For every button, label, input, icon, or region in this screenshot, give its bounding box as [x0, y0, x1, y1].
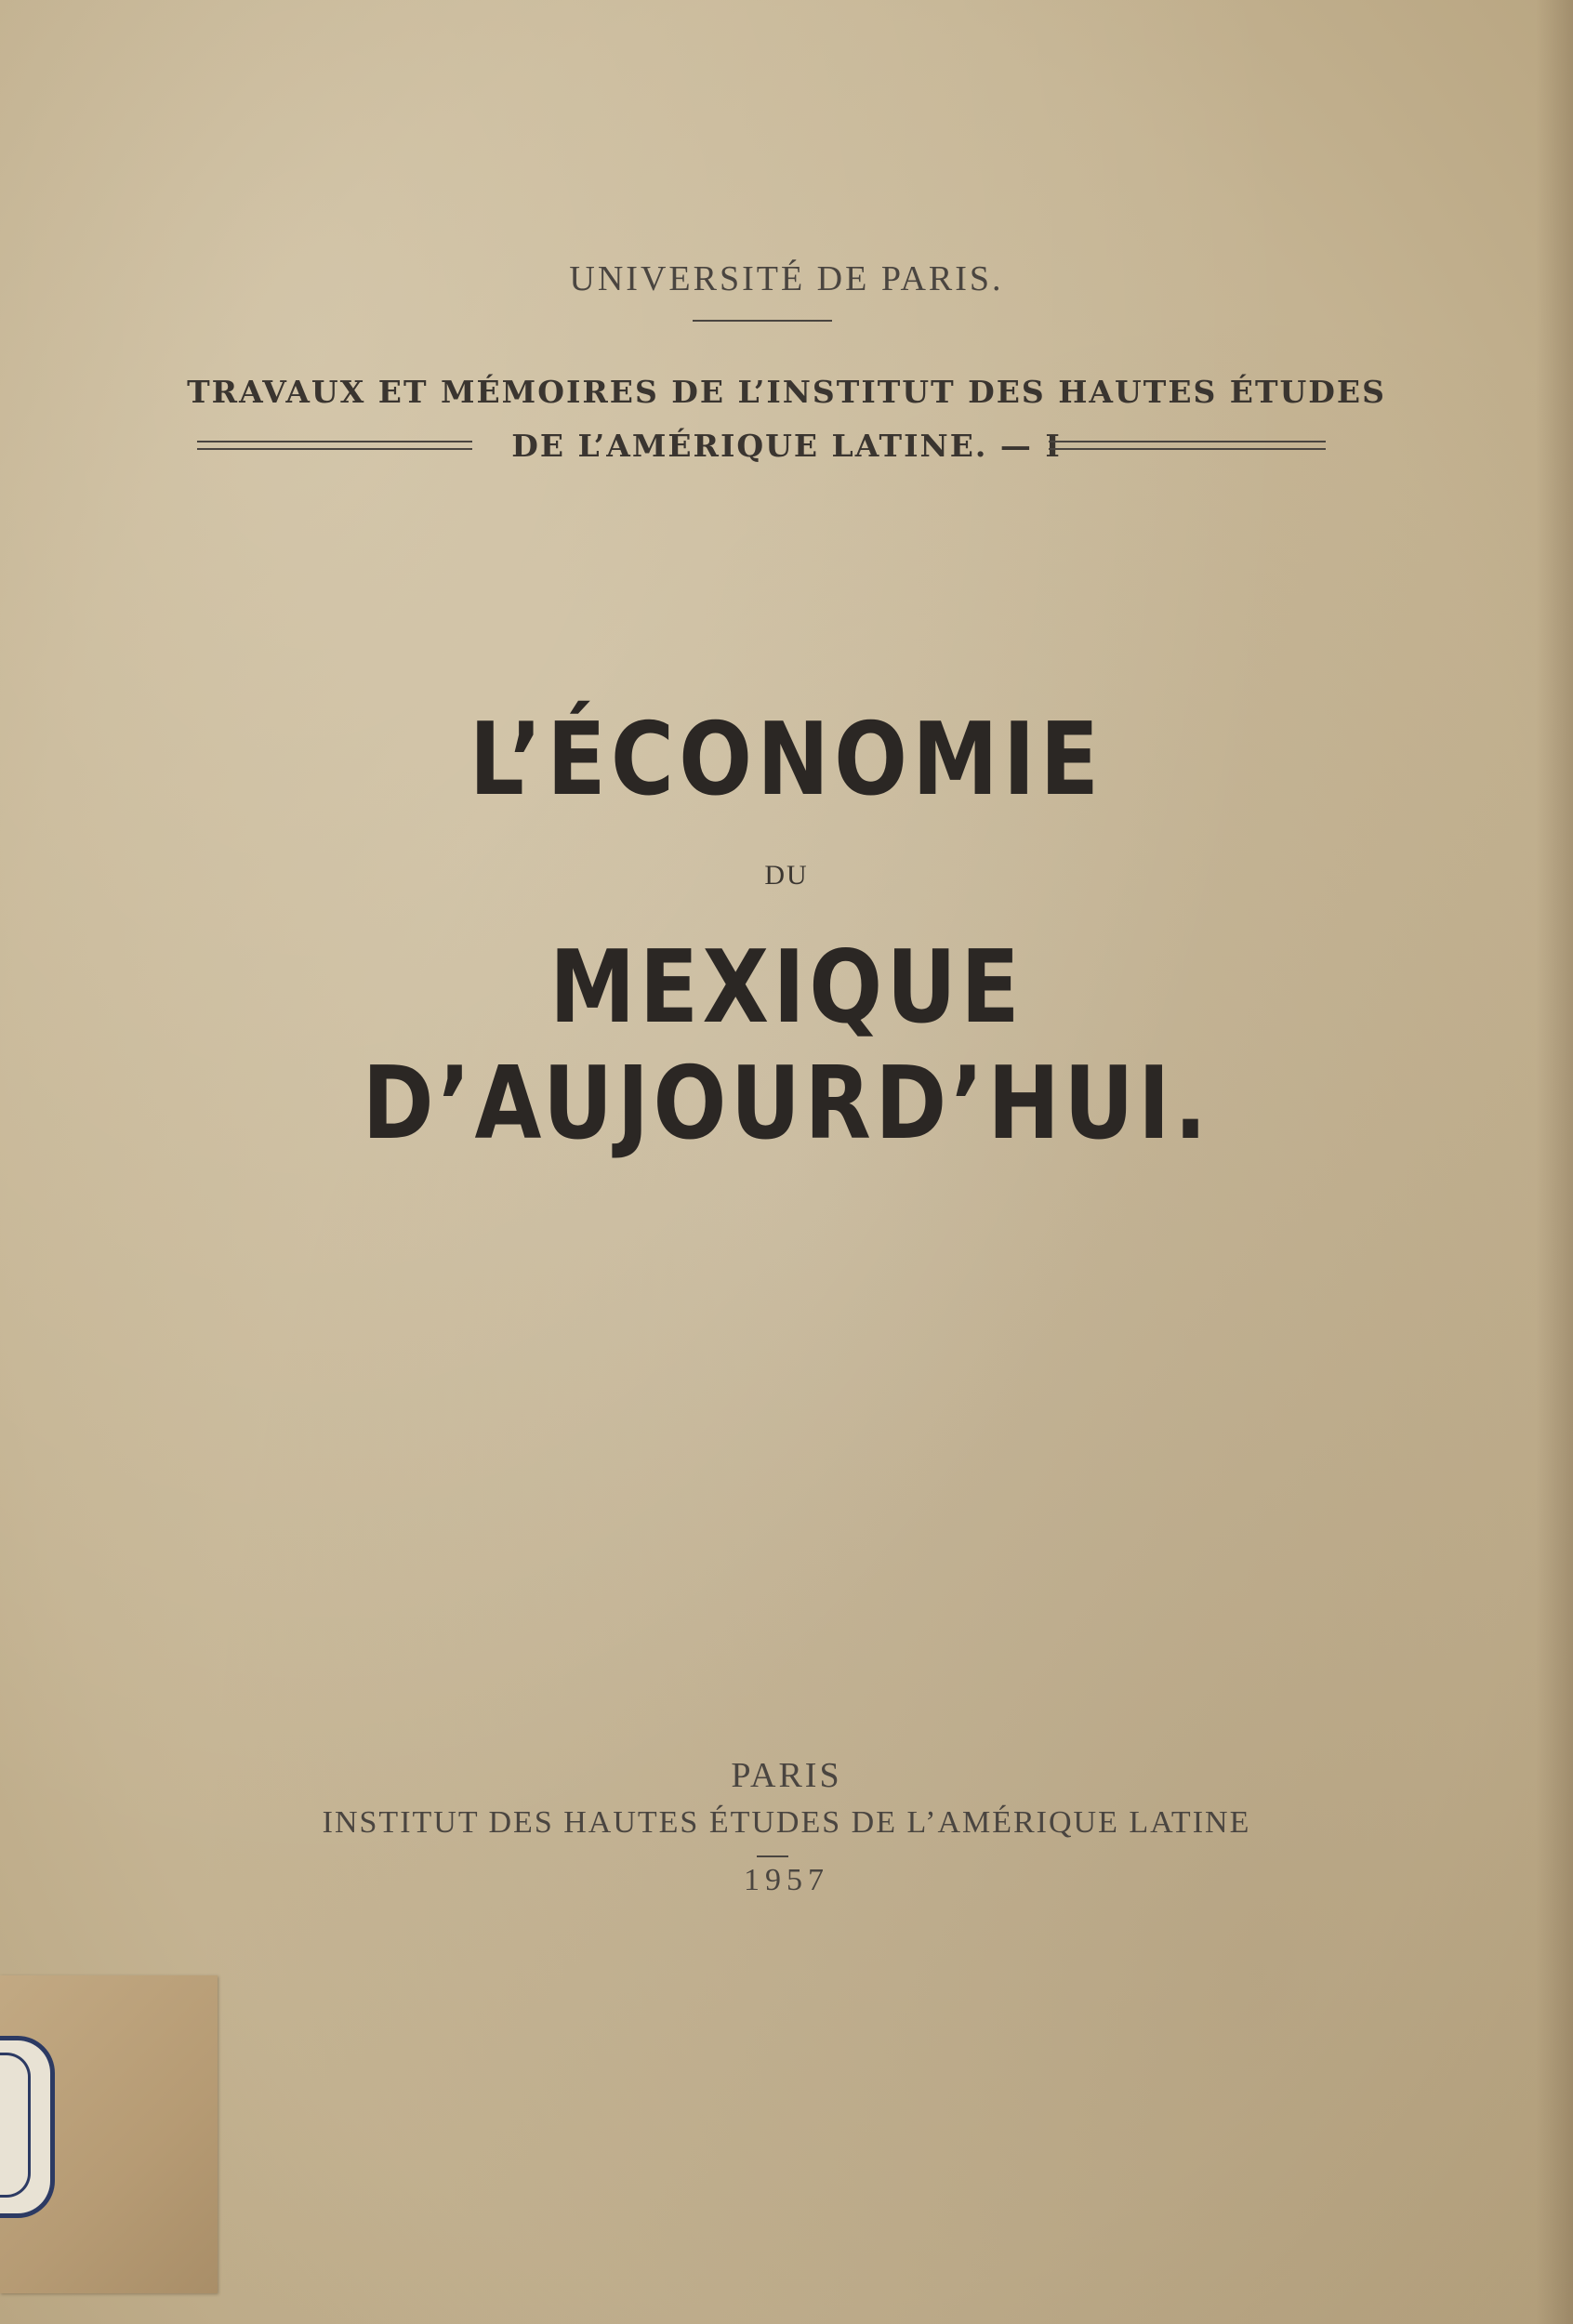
page-edge-shadow: [1536, 0, 1573, 2324]
publication-year: 1957: [744, 1863, 829, 1897]
university-name: UNIVERSITÉ DE PARIS.: [569, 259, 1004, 298]
publication-place: PARIS: [731, 1756, 842, 1795]
double-rule-right: [1049, 441, 1326, 450]
publisher-name: INSTITUT DES HAUTES ÉTUDES DE L’AMÉRIQUE LATINE: [322, 1805, 1251, 1840]
divider-tiny: [757, 1855, 788, 1857]
library-stamp-inner-icon: [0, 2053, 31, 2198]
book-title-line2: MEXIQUE D’AUJOURD’HUI.: [362, 930, 1211, 1162]
series-title-line2: DE L’AMÉRIQUE LATINE. — I: [511, 428, 1062, 464]
book-title-connector: DU: [764, 860, 809, 891]
divider-short: [693, 320, 832, 322]
series-title-line1: TRAVAUX ET MÉMOIRES DE L’INSTITUT DES HAUTES ÉTUDES: [187, 374, 1386, 410]
book-title-line1: L’ÉCONOMIE: [469, 702, 1104, 818]
